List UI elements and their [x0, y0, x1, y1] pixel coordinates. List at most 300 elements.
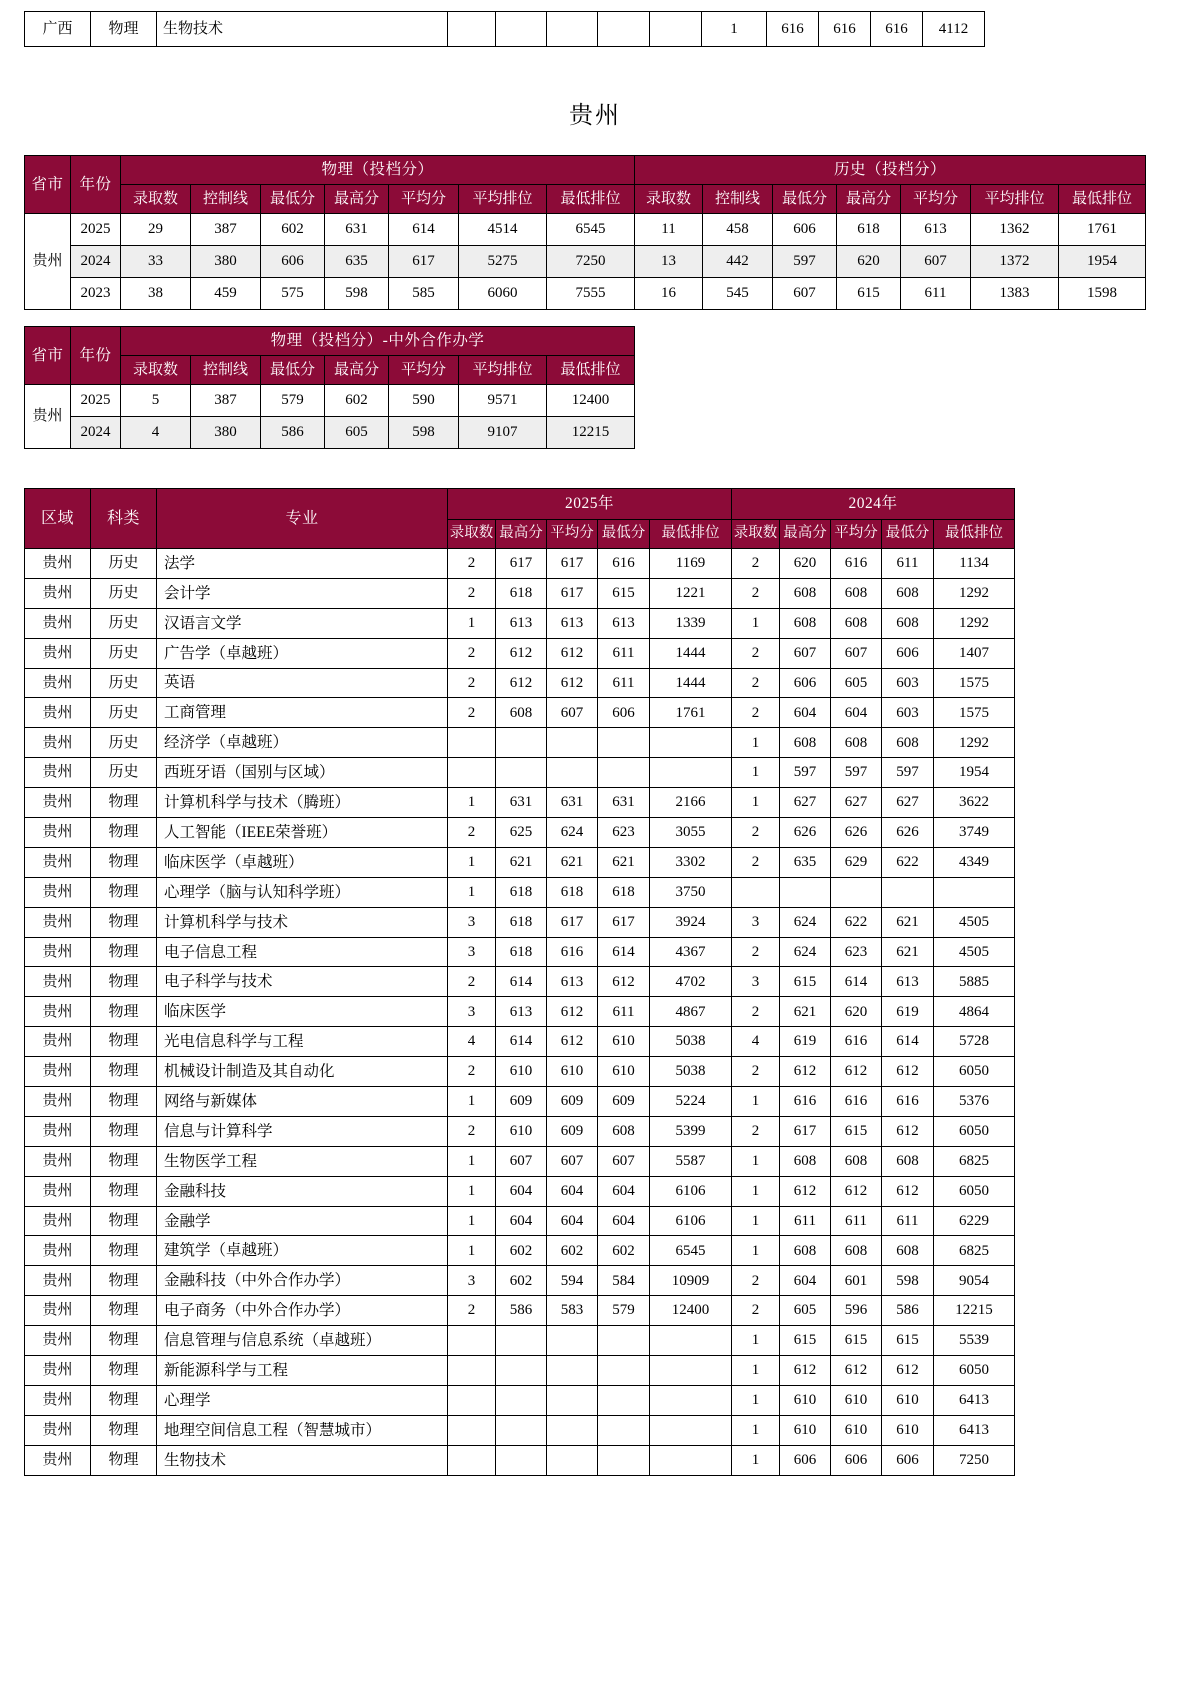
cell-2024-avg: 616 [831, 1087, 882, 1117]
cell-region: 广西 [25, 12, 91, 47]
cell-2024-min: 606 [882, 638, 934, 668]
cell-2024-count: 4 [732, 1027, 780, 1057]
cell-history-avg: 613 [901, 214, 971, 246]
cell-2024-minrank: 4505 [934, 907, 1015, 937]
cell-history-minrank: 1954 [1059, 246, 1146, 278]
cell-2025-min [598, 758, 650, 788]
hdr-minrank: 最低排位 [547, 356, 635, 385]
cell-history-minrank: 1598 [1059, 278, 1146, 310]
cell-2025-max [496, 1385, 547, 1415]
cell-2024-minrank: 5885 [934, 967, 1015, 997]
cell-2024-minrank: 1954 [934, 758, 1015, 788]
cell-category: 物理 [91, 1326, 157, 1356]
cell-2024-avg: 629 [831, 847, 882, 877]
cell-blank-2 [496, 12, 547, 47]
cell-2024-max: 619 [780, 1027, 831, 1057]
cell-2025-min [598, 728, 650, 758]
cell-2025-avg: 613 [547, 967, 598, 997]
cell-2024-minrank: 1292 [934, 728, 1015, 758]
cell-category: 物理 [91, 1087, 157, 1117]
cell-major: 机械设计制造及其自动化 [157, 1057, 448, 1087]
cell-min: 586 [261, 417, 325, 449]
cell-category: 物理 [91, 877, 157, 907]
cell-2025-avg: 607 [547, 698, 598, 728]
cell-2024-min: 612 [882, 1057, 934, 1087]
cell-2024-minrank: 3749 [934, 818, 1015, 848]
cell-2025-max: 621 [496, 847, 547, 877]
cell-2024-minrank: 1575 [934, 698, 1015, 728]
cell-2025-minrank: 12400 [650, 1296, 732, 1326]
cell-2024-count: 2 [732, 668, 780, 698]
cell-region: 贵州 [25, 1027, 91, 1057]
cell-2024-avg: 605 [831, 668, 882, 698]
cell-2025-avg: 617 [547, 907, 598, 937]
cell-avgrank: 9107 [459, 417, 547, 449]
cell-2025-min: 607 [598, 1146, 650, 1176]
cell-2025-min [598, 1326, 650, 1356]
cell-region: 贵州 [25, 818, 91, 848]
cell-history-ctrl: 458 [703, 214, 773, 246]
hdr-year-2025: 2025年 [448, 489, 732, 520]
cell-2025-avg: 609 [547, 1087, 598, 1117]
cell-2024-count: 1 [732, 1415, 780, 1445]
hdr-province: 省市 [25, 156, 71, 214]
cell-2024-avg: 615 [831, 1116, 882, 1146]
cell-2024-max: 624 [780, 907, 831, 937]
cell-2025-minrank: 5038 [650, 1027, 732, 1057]
cell-physics-avg: 614 [389, 214, 459, 246]
cell-2024-count: 2 [732, 1116, 780, 1146]
cell-region: 贵州 [25, 1087, 91, 1117]
cell-major: 经济学（卓越班） [157, 728, 448, 758]
cell-history-avg: 611 [901, 278, 971, 310]
cell-physics-minrank: 7250 [547, 246, 635, 278]
cell-2024-minrank: 6050 [934, 1116, 1015, 1146]
hdr-physics-count: 录取数 [121, 185, 191, 214]
cell-2024-minrank: 6825 [934, 1236, 1015, 1266]
cell-2024-avg: 614 [831, 967, 882, 997]
cell-history-min: 597 [773, 246, 837, 278]
cell-2024-avg: 620 [831, 997, 882, 1027]
cell-2024-avg: 612 [831, 1356, 882, 1386]
cell-2024-minrank: 1575 [934, 668, 1015, 698]
cell-2025-avg: 624 [547, 818, 598, 848]
cell-category: 物理 [91, 1236, 157, 1266]
cell-physics-avg: 585 [389, 278, 459, 310]
table-row [25, 12, 985, 47]
cell-region: 贵州 [25, 638, 91, 668]
table-row [25, 1206, 1015, 1236]
cell-2024-min: 608 [882, 1146, 934, 1176]
cell-2025-minrank: 5399 [650, 1116, 732, 1146]
cell-2024-max: 621 [780, 997, 831, 1027]
cell-2024-max: 608 [780, 1236, 831, 1266]
cell-2025-max: 610 [496, 1116, 547, 1146]
table-row [25, 967, 1015, 997]
cell-2025-count [448, 1415, 496, 1445]
cell-2024-avg: 608 [831, 728, 882, 758]
hdr-physics-minrank: 最低排位 [547, 185, 635, 214]
cell-physics-avgrank: 6060 [459, 278, 547, 310]
cell-2025-minrank: 6106 [650, 1176, 732, 1206]
cell-2025-max: 604 [496, 1176, 547, 1206]
cell-year: 2025 [71, 214, 121, 246]
cell-2025-avg [547, 1445, 598, 1475]
cell-2024-minrank: 6050 [934, 1356, 1015, 1386]
cell-major: 西班牙语（国别与区域） [157, 758, 448, 788]
cell-2024-avg: 597 [831, 758, 882, 788]
cell-major: 临床医学 [157, 997, 448, 1027]
cell-2024-count: 2 [732, 1266, 780, 1296]
cell-2024-min: 622 [882, 847, 934, 877]
table-row [25, 937, 1015, 967]
cell-2025-minrank: 3750 [650, 877, 732, 907]
cell-2024-count: 2 [732, 578, 780, 608]
cell-2024-max: 597 [780, 758, 831, 788]
cell-2024-count: 2 [732, 638, 780, 668]
hdr-2025-min: 最低分 [598, 520, 650, 549]
major-table-wrapper [24, 488, 1015, 1476]
hdr-region: 区域 [25, 489, 91, 549]
table-row [25, 246, 1146, 278]
cell-2024-count: 2 [732, 549, 780, 579]
cell-2024-minrank: 9054 [934, 1266, 1015, 1296]
cell-physics-minrank: 7555 [547, 278, 635, 310]
hdr-history-avg: 平均分 [901, 185, 971, 214]
cell-2025-minrank [650, 728, 732, 758]
cell-history-avgrank: 1383 [971, 278, 1059, 310]
cell-blank-1 [448, 12, 496, 47]
cell-avg: 598 [389, 417, 459, 449]
table-row [25, 818, 1015, 848]
cell-2025-min: 609 [598, 1087, 650, 1117]
cell-year: 2023 [71, 278, 121, 310]
cell-2025-max: 604 [496, 1206, 547, 1236]
cell-ctrl: 380 [191, 417, 261, 449]
cell-2025-avg: 609 [547, 1116, 598, 1146]
cell-avg: 616 [819, 12, 871, 47]
cell-2025-minrank: 2166 [650, 788, 732, 818]
cell-2024-minrank: 5376 [934, 1087, 1015, 1117]
cell-2024-minrank: 1134 [934, 549, 1015, 579]
cell-max: 616 [767, 12, 819, 47]
cell-category: 物理 [91, 907, 157, 937]
cell-history-ctrl: 545 [703, 278, 773, 310]
cell-region: 贵州 [25, 1385, 91, 1415]
cell-2024-min: 610 [882, 1415, 934, 1445]
major-header-row-1 [25, 489, 1015, 520]
cell-2025-max [496, 1415, 547, 1445]
cell-2024-max: 624 [780, 937, 831, 967]
cell-major: 汉语言文学 [157, 608, 448, 638]
cell-2025-max: 614 [496, 1027, 547, 1057]
cell-2024-avg: 607 [831, 638, 882, 668]
cell-2025-minrank [650, 1356, 732, 1386]
cell-region: 贵州 [25, 1146, 91, 1176]
cell-major: 法学 [157, 549, 448, 579]
cell-category: 物理 [91, 818, 157, 848]
table-row [25, 608, 1015, 638]
cell-blank-4 [598, 12, 650, 47]
cell-2025-min: 610 [598, 1027, 650, 1057]
hdr-2024-minrank: 最低排位 [934, 520, 1015, 549]
cell-2024-min: 611 [882, 1206, 934, 1236]
cell-2025-count: 3 [448, 1266, 496, 1296]
cell-2024-count: 1 [732, 1206, 780, 1236]
cell-2025-min: 615 [598, 578, 650, 608]
cell-2024-min: 621 [882, 937, 934, 967]
cell-2024-min [882, 877, 934, 907]
cell-2024-min: 613 [882, 967, 934, 997]
cell-2024-min: 597 [882, 758, 934, 788]
cell-major: 心理学 [157, 1385, 448, 1415]
cell-2024-min: 608 [882, 578, 934, 608]
cell-physics-min: 602 [261, 214, 325, 246]
cell-category: 历史 [91, 578, 157, 608]
hdr-physics-ctrl: 控制线 [191, 185, 261, 214]
cell-2024-minrank: 6050 [934, 1057, 1015, 1087]
cell-2025-count: 2 [448, 1116, 496, 1146]
cell-region: 贵州 [25, 1296, 91, 1326]
cell-2024-avg: 627 [831, 788, 882, 818]
cell-2025-avg [547, 728, 598, 758]
table-row [25, 788, 1015, 818]
cell-region: 贵州 [25, 608, 91, 638]
cell-2024-min: 608 [882, 728, 934, 758]
hdr-avg: 平均分 [389, 356, 459, 385]
cell-major: 英语 [157, 668, 448, 698]
cell-2024-min: 621 [882, 907, 934, 937]
cell-province: 贵州 [25, 214, 71, 310]
cell-category: 物理 [91, 1057, 157, 1087]
cell-region: 贵州 [25, 877, 91, 907]
summary-table-1-wrapper [24, 155, 1146, 310]
cell-physics-max: 598 [325, 278, 389, 310]
cell-2024-count: 3 [732, 967, 780, 997]
table-row [25, 385, 635, 417]
cell-history-min: 606 [773, 214, 837, 246]
cell-2025-count [448, 1356, 496, 1386]
cell-2025-count: 1 [448, 608, 496, 638]
table-row [25, 1236, 1015, 1266]
cell-2024-count: 1 [732, 1445, 780, 1475]
cell-min: 579 [261, 385, 325, 417]
cell-2025-max: 618 [496, 877, 547, 907]
cell-2024-max: 605 [780, 1296, 831, 1326]
cell-category: 物理 [91, 1146, 157, 1176]
cell-region: 贵州 [25, 1326, 91, 1356]
cell-history-minrank: 1761 [1059, 214, 1146, 246]
summary1-header-row-1 [25, 156, 1146, 185]
cell-category: 历史 [91, 638, 157, 668]
hdr-history-min: 最低分 [773, 185, 837, 214]
cell-2024-max: 617 [780, 1116, 831, 1146]
cell-2024-count: 2 [732, 937, 780, 967]
cell-2024-count: 1 [732, 1087, 780, 1117]
table-row [25, 1415, 1015, 1445]
cell-major: 金融科技（中外合作办学） [157, 1266, 448, 1296]
cell-2024-avg: 610 [831, 1385, 882, 1415]
cell-2024-count: 1 [732, 608, 780, 638]
continuation-table [24, 11, 985, 47]
cell-2024-minrank: 5728 [934, 1027, 1015, 1057]
cell-physics-ctrl: 459 [191, 278, 261, 310]
cell-2024-max: 608 [780, 578, 831, 608]
cell-2025-min [598, 1385, 650, 1415]
cell-2025-min: 616 [598, 549, 650, 579]
cell-2024-minrank: 6229 [934, 1206, 1015, 1236]
table-row [25, 877, 1015, 907]
cell-physics-max: 631 [325, 214, 389, 246]
cell-2024-avg: 622 [831, 907, 882, 937]
hdr-year: 年份 [71, 327, 121, 385]
cell-2025-count: 1 [448, 847, 496, 877]
cell-history-avg: 607 [901, 246, 971, 278]
major-table-body [25, 549, 1015, 1476]
cell-2025-avg: 610 [547, 1057, 598, 1087]
table-row [25, 1176, 1015, 1206]
cell-region: 贵州 [25, 1236, 91, 1266]
cell-2025-max: 607 [496, 1146, 547, 1176]
cell-2025-count [448, 758, 496, 788]
continuation-table-wrapper [24, 11, 1084, 47]
hdr-history-count: 录取数 [635, 185, 703, 214]
cell-region: 贵州 [25, 937, 91, 967]
cell-2025-count: 1 [448, 1206, 496, 1236]
cell-2025-max: 618 [496, 907, 547, 937]
cell-2025-avg: 612 [547, 638, 598, 668]
cell-major: 信息与计算科学 [157, 1116, 448, 1146]
cell-2024-max: 606 [780, 1445, 831, 1475]
cell-2024-min: 598 [882, 1266, 934, 1296]
cell-category: 物理 [91, 1027, 157, 1057]
table-row [25, 1296, 1015, 1326]
cell-region: 贵州 [25, 997, 91, 1027]
table-row [25, 638, 1015, 668]
cell-2025-min: 614 [598, 937, 650, 967]
cell-2025-minrank: 1444 [650, 638, 732, 668]
cell-blank-5 [650, 12, 702, 47]
cell-2025-minrank [650, 758, 732, 788]
cell-2024-max: 606 [780, 668, 831, 698]
cell-2024-max: 612 [780, 1057, 831, 1087]
cell-major: 生物医学工程 [157, 1146, 448, 1176]
cell-2024-max [780, 877, 831, 907]
cell-major: 建筑学（卓越班） [157, 1236, 448, 1266]
cell-ctrl: 387 [191, 385, 261, 417]
cell-2025-min: 618 [598, 877, 650, 907]
cell-2025-minrank: 5224 [650, 1087, 732, 1117]
cell-2024-avg: 616 [831, 1027, 882, 1057]
cell-category: 物理 [91, 12, 157, 47]
table-row [25, 668, 1015, 698]
cell-major: 地理空间信息工程（智慧城市） [157, 1415, 448, 1445]
cell-2024-min: 627 [882, 788, 934, 818]
cell-2024-avg: 608 [831, 1146, 882, 1176]
cell-2025-max: 618 [496, 937, 547, 967]
cell-2025-avg: 612 [547, 1027, 598, 1057]
cell-2025-avg: 617 [547, 578, 598, 608]
cell-2024-minrank: 6825 [934, 1146, 1015, 1176]
cell-count: 5 [121, 385, 191, 417]
hdr-2025-avg: 平均分 [547, 520, 598, 549]
cell-region: 贵州 [25, 967, 91, 997]
cell-2025-min: 604 [598, 1206, 650, 1236]
hdr-year: 年份 [71, 156, 121, 214]
hdr-history-max: 最高分 [837, 185, 901, 214]
cell-2025-min [598, 1415, 650, 1445]
cell-2025-count: 1 [448, 788, 496, 818]
cell-2025-min: 604 [598, 1176, 650, 1206]
cell-2024-count: 1 [732, 1176, 780, 1206]
cell-2025-avg: 604 [547, 1176, 598, 1206]
cell-2025-count [448, 1326, 496, 1356]
cell-2024-minrank: 1292 [934, 578, 1015, 608]
cell-major: 新能源科学与工程 [157, 1356, 448, 1386]
hdr-max: 最高分 [325, 356, 389, 385]
cell-2024-avg: 608 [831, 1236, 882, 1266]
cell-major: 光电信息科学与工程 [157, 1027, 448, 1057]
cell-2024-min: 612 [882, 1356, 934, 1386]
cell-2025-avg: 583 [547, 1296, 598, 1326]
cell-major: 生物技术 [157, 1445, 448, 1475]
cell-major: 计算机科学与技术 [157, 907, 448, 937]
cell-2025-min: 612 [598, 967, 650, 997]
cell-2025-avg: 612 [547, 668, 598, 698]
cell-2025-count: 2 [448, 549, 496, 579]
hdr-group-physics: 物理（投档分） [121, 156, 635, 185]
cell-2025-avg [547, 1356, 598, 1386]
cell-region: 贵州 [25, 788, 91, 818]
cell-major: 金融学 [157, 1206, 448, 1236]
table-row [25, 278, 1146, 310]
cell-2025-min [598, 1445, 650, 1475]
cell-category: 物理 [91, 1176, 157, 1206]
cell-2024-minrank: 5539 [934, 1326, 1015, 1356]
cell-2024-max: 608 [780, 728, 831, 758]
hdr-group-history: 历史（投档分） [635, 156, 1146, 185]
cell-major: 电子科学与技术 [157, 967, 448, 997]
cell-region: 贵州 [25, 1176, 91, 1206]
cell-2025-count: 3 [448, 997, 496, 1027]
cell-2025-minrank [650, 1385, 732, 1415]
cell-2024-min: 616 [882, 1087, 934, 1117]
table-row [25, 997, 1015, 1027]
cell-2024-avg: 623 [831, 937, 882, 967]
cell-2024-max: 620 [780, 549, 831, 579]
cell-2024-count: 2 [732, 818, 780, 848]
cell-2024-avg: 601 [831, 1266, 882, 1296]
cell-min: 616 [871, 12, 923, 47]
cell-physics-ctrl: 380 [191, 246, 261, 278]
cell-2024-max: 610 [780, 1385, 831, 1415]
cell-2025-minrank [650, 1415, 732, 1445]
hdr-group-physics-joint: 物理（投档分）-中外合作办学 [121, 327, 635, 356]
cell-history-count: 11 [635, 214, 703, 246]
cell-2024-min: 612 [882, 1176, 934, 1206]
table-row [25, 1356, 1015, 1386]
cell-2025-max [496, 1326, 547, 1356]
cell-2025-count: 2 [448, 698, 496, 728]
cell-2024-count: 1 [732, 1236, 780, 1266]
cell-history-min: 607 [773, 278, 837, 310]
cell-2025-min: 621 [598, 847, 650, 877]
cell-2025-min: 611 [598, 638, 650, 668]
cell-2024-minrank: 6413 [934, 1385, 1015, 1415]
cell-2024-count: 2 [732, 847, 780, 877]
cell-2025-count: 2 [448, 967, 496, 997]
cell-major: 广告学（卓越班） [157, 638, 448, 668]
